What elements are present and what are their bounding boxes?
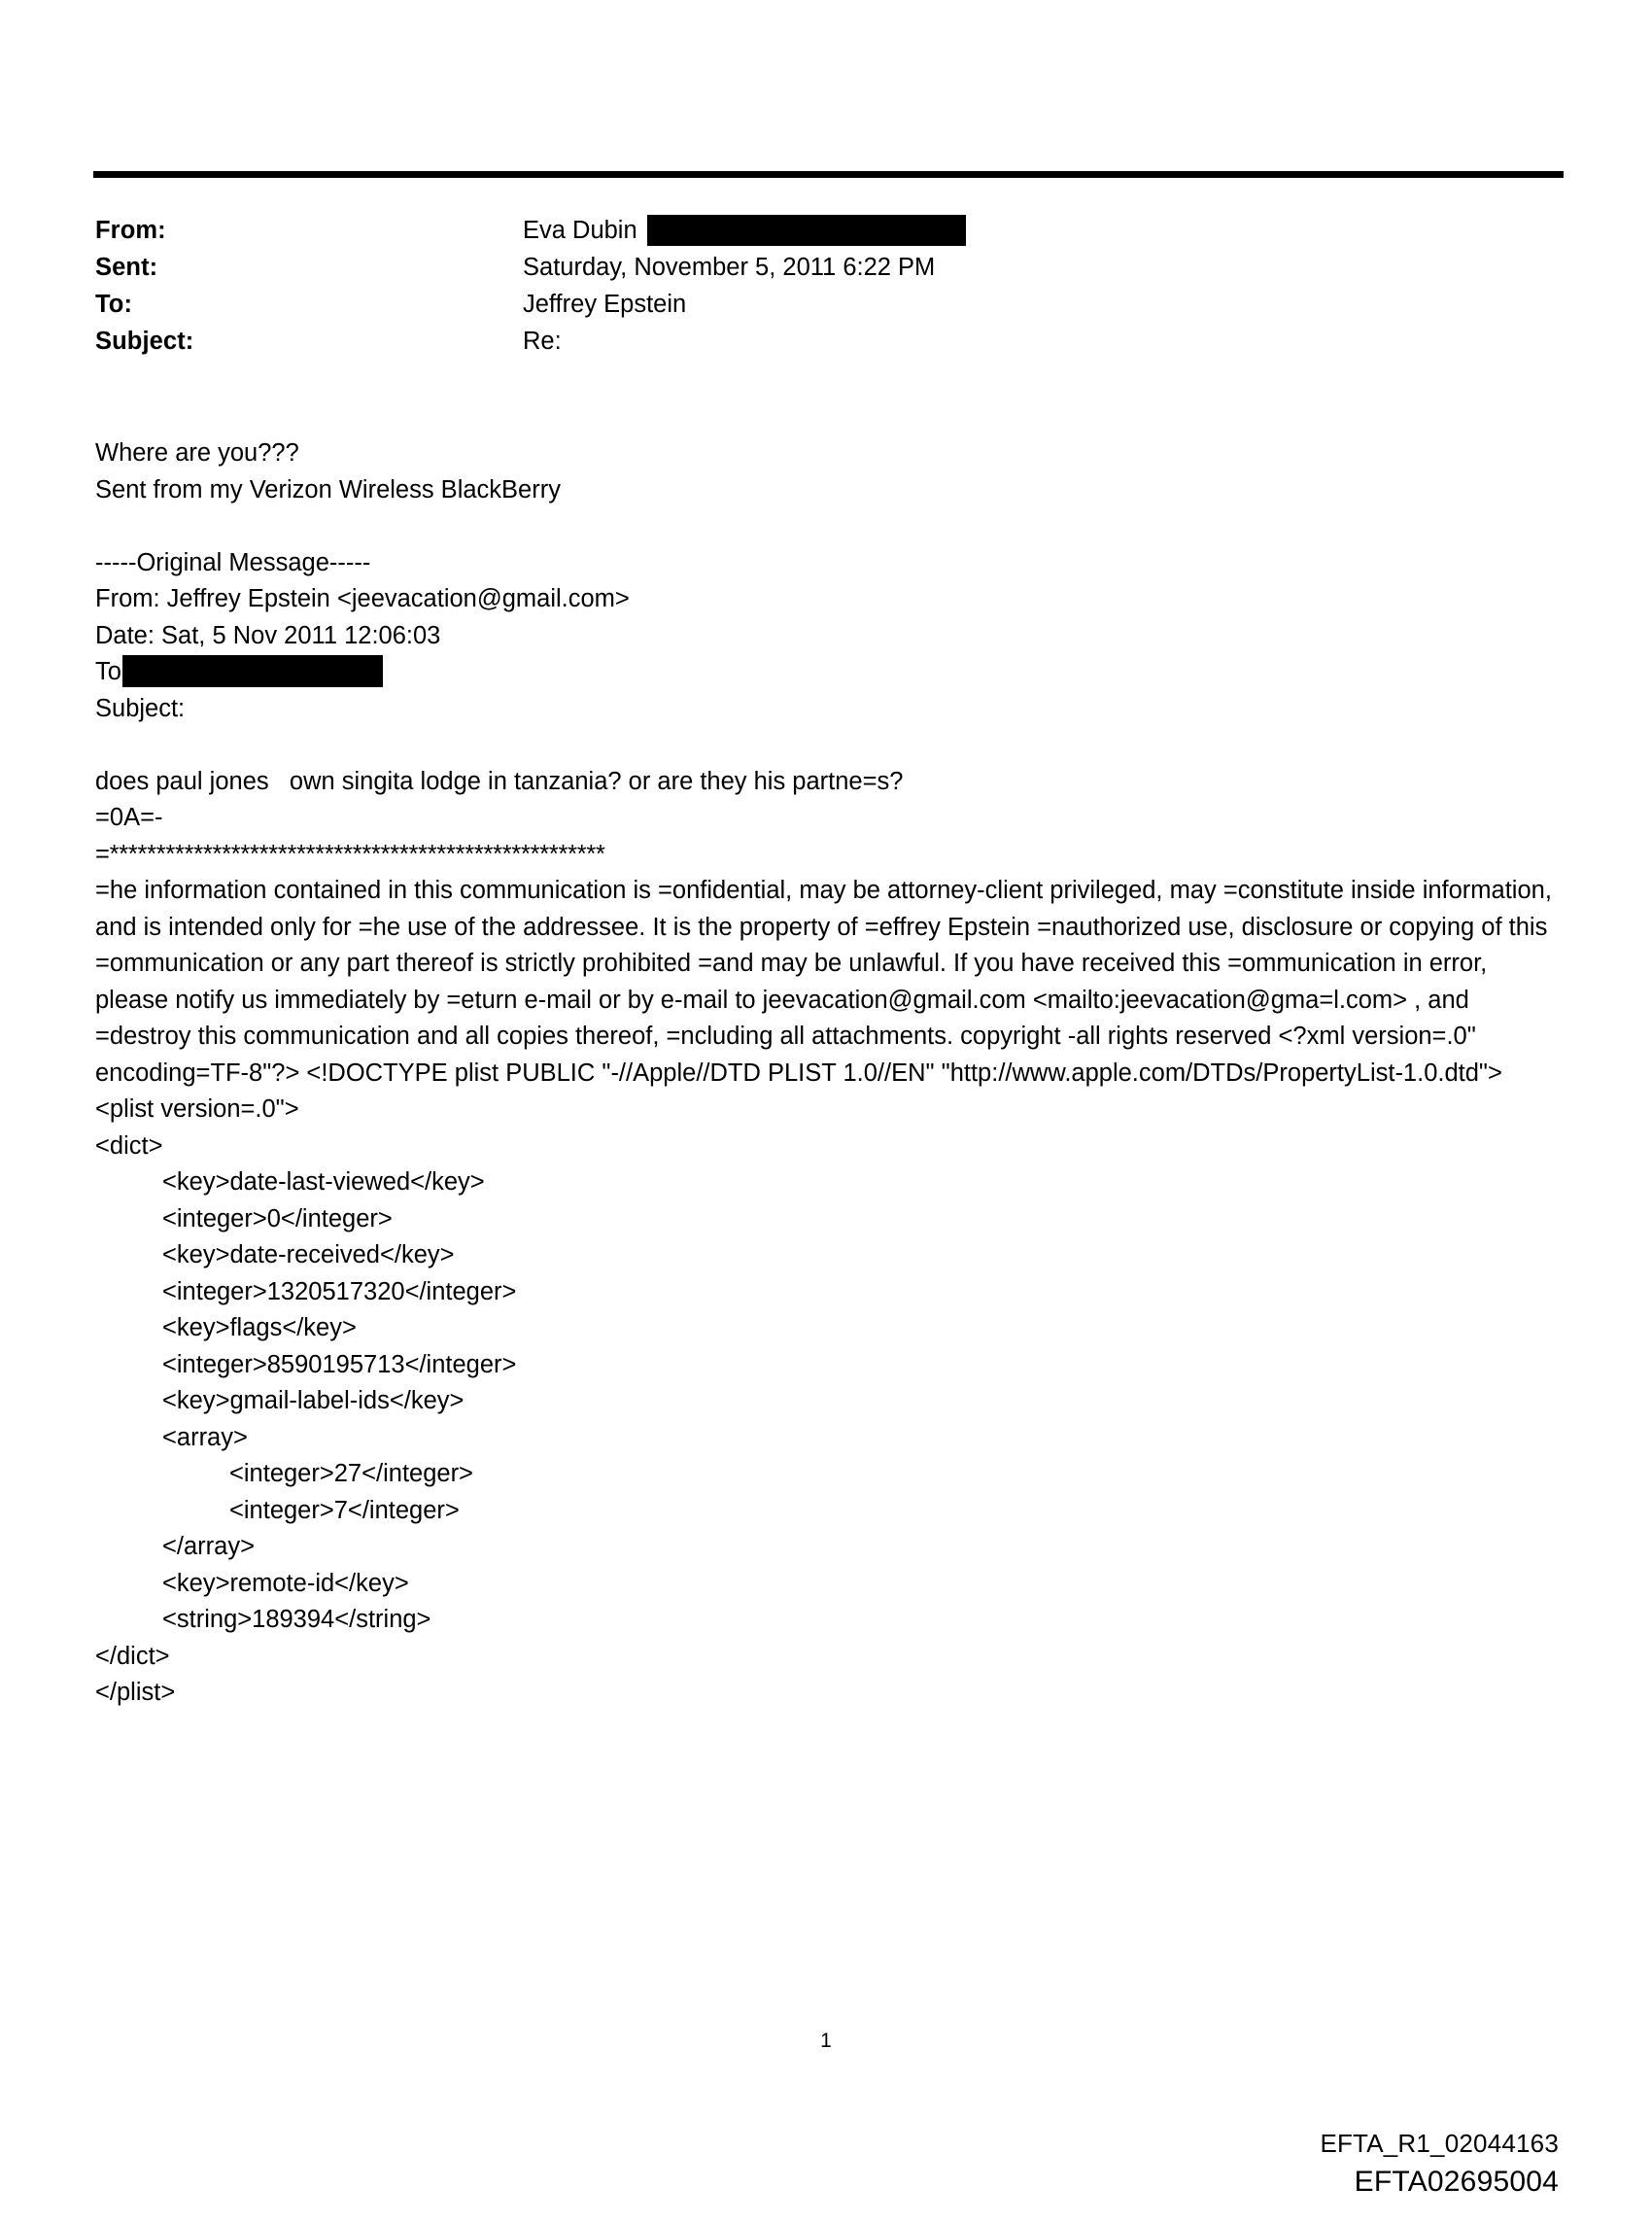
header-value-from [523,212,966,249]
header-label-to: To: [95,291,133,318]
original-subject: Subject: [95,694,186,722]
body-question: does paul jones own singita lodge in tanzania? or are they his partne=s? [95,767,904,795]
original-to-label: To [95,658,121,685]
header-value-sent: Saturday, November 5, 2011 6:22 PM [523,254,936,281]
plist-entry: <key>gmail-label-ids</key> [162,1387,465,1414]
redaction-bar-sender-email [647,215,966,246]
body-line-where: Where are you??? [95,439,299,467]
header-label-subject: Subject: [95,328,194,355]
plist-entry: <integer>1320517320</integer> [162,1277,517,1305]
plist-array-value: <integer>7</integer> [229,1496,460,1524]
header-value-subject: Re: [523,328,562,355]
plist-entry: <key>flags</key> [162,1314,357,1341]
plist-entry: <string>189394</string> [162,1606,431,1633]
bates-stamp-top: EFTA_R1_02044163 [1320,2129,1559,2158]
header-label-sent: Sent: [95,254,158,281]
plist-open-tag: <plist version=.0"> [95,1095,299,1123]
header-row-subject [95,323,1456,360]
bates-stamp-bottom: EFTA02695004 [1354,2166,1559,2198]
plist-close-tag: </plist> [95,1679,176,1706]
spacer-2 [95,727,1563,764]
body-encoded-line: =0A=- [95,804,163,831]
plist-entry: </array> [162,1533,255,1560]
header-row-sent [95,249,1456,286]
sender-name: Eva Dubin [523,217,637,244]
confidentiality-disclaimer: =he information contained in this communication is =onfidential, may be attorney-client privileged, may =constitute inside information, and is intended only for =he use of the addressee. It is the property of =effrey Epstein =nauthorized use, disclosure or copying of this =ommunication or any part thereof is strictly prohibited =and may be unlawful. If you have received this =ommunication in error, please notify us immediately by =eturn e-mail or by e-mail to jeevacation@gmail.com <mailto:jeevacation@gma=l.com> , and =destroy this communication and all copies thereof, =ncluding all attachments. copyright -all rights reserved <?xml version=.0" encoding=TF-8"?> <!DOCTYPE plist PUBLIC "-//Apple//DTD PLIST 1.0//EN" "http://www.apple.com/DTDs/PropertyList-1.0.dtd"> [95,877,1552,1087]
original-from: From: Jeffrey Epstein <jeevacation@gmail.com> [95,585,630,612]
plist-entry: <array> [162,1423,248,1451]
plist-entry: <integer>0</integer> [162,1204,393,1233]
dict-open-tag: <dict> [95,1131,163,1160]
body-star-divider: =***************************************************** [95,840,605,868]
header-label-from: From: [95,217,166,244]
plist-entry: <key>remote-id</key> [162,1569,409,1597]
original-to [95,654,1563,691]
original-message-divider: -----Original Message----- [95,548,371,576]
plist-array-value: <integer>27</integer> [229,1460,473,1487]
body-line-signature: Sent from my Verizon Wireless BlackBerry [95,475,561,503]
header-rule [93,171,1564,178]
email-header [95,212,1456,360]
header-row-from [95,212,1456,249]
header-value-to: Jeffrey Epstein [523,291,687,318]
header-row-to [95,286,1456,323]
plist-entry: <key>date-received</key> [162,1241,455,1268]
page-number: 1 [820,2030,832,2052]
email-body [95,435,1563,1712]
spacer-1 [95,508,1563,545]
dict-close-tag: </dict> [95,1642,170,1670]
plist-entry: <key>date-last-viewed</key> [162,1168,485,1196]
original-date: Date: Sat, 5 Nov 2011 12:06:03 [95,621,441,649]
plist-entry: <integer>8590195713</integer> [162,1350,517,1378]
redaction-bar-recipient [122,655,383,687]
